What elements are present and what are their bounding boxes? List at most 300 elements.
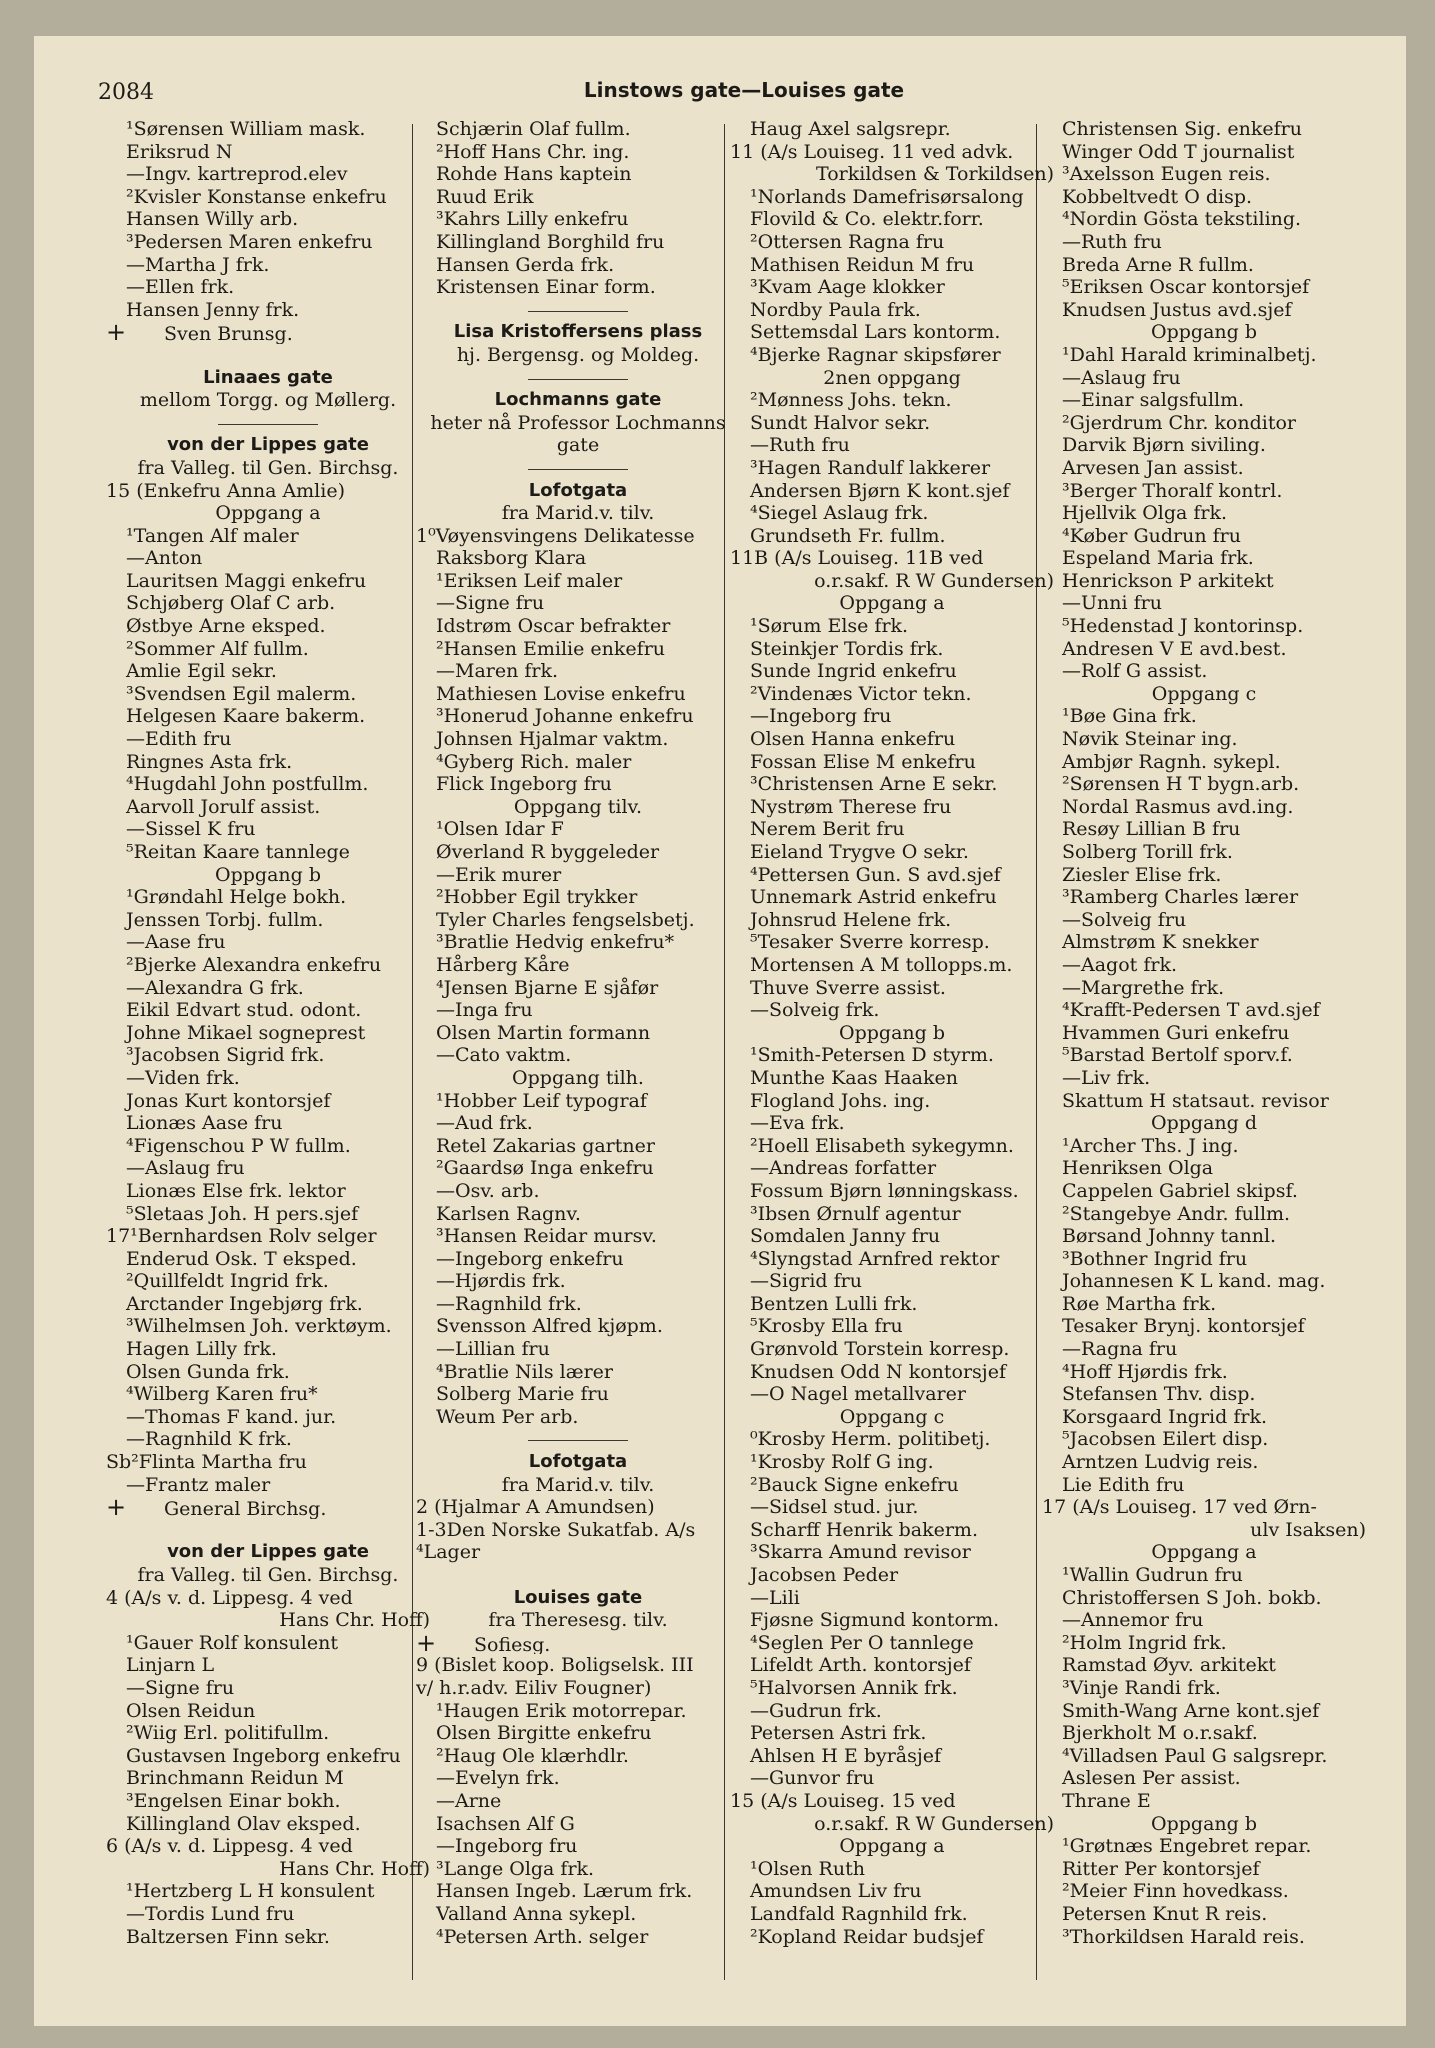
resident-entry: —Maren frk. [436,660,559,683]
resident-entry: Settemsdal Lars kontorm. [750,321,1001,344]
resident-entry: Nystrøm Therese fru [750,795,952,818]
resident-entry: Ringnes Asta frk. [126,750,293,773]
resident-entry: ¹Dahl Harald kriminalbetj. [1062,343,1317,366]
resident-entry: ²Hoell Elisabeth sykegymn. [750,1134,1014,1157]
resident-entry: ⁴Petersen Arth. selger [436,1925,649,1948]
resident-entry: —Arne [436,1789,502,1812]
resident-entry: Petersen Astri frk. [750,1722,927,1745]
resident-entry: Raksborg Klara [436,547,587,570]
section-note: fra Marid.v. tilv. [501,1473,655,1496]
section-note: Oppgang a [839,1835,945,1858]
resident-entry: —Aud frk. [436,1112,533,1135]
resident-entry: Hansen Willy arb. [126,208,299,231]
resident-entry: Winger Odd T journalist [1062,140,1295,163]
resident-entry: Stefansen Thv. disp. [1062,1383,1256,1406]
resident-entry: ⁵Krosby Ella fru [750,1315,903,1338]
directory-column-4 [1042,118,1366,1948]
resident-entry: Knudsen Justus avd.sjef [1062,298,1292,321]
resident-entry: ³Vinje Randi frk. [1062,1676,1221,1699]
resident-entry: Mortensen A M tollopps.m. [750,953,1013,976]
resident-entry: Nordby Paula frk. [750,298,921,321]
resident-entry: ⁵Reitan Kaare tannlege [126,841,350,863]
resident-entry: ¹Olsen Idar F [436,818,564,841]
resident-entry: —Martha J frk. [126,253,270,276]
resident-entry: —Frantz maler [126,1473,271,1496]
resident-entry: ¹Eriksen Leif maler [436,569,623,592]
spacer [106,1519,430,1542]
resident-entry: Karlsen Ragnv. [436,1202,581,1225]
resident-entry: ¹Krosby Rolf G ing. [750,1451,934,1474]
resident-entry: Hårberg Kåre [436,953,570,976]
resident-entry: Retel Zakarias gartner [436,1134,655,1157]
resident-entry: Killingland Olav eksped. [126,1812,361,1835]
resident-entry: Arctander Ingebjørg frk. [126,1292,363,1315]
resident-entry: ²Gjerdrum Chr. konditor [1062,411,1296,434]
resident-entry: ²Ottersen Ragna fru [750,230,945,253]
resident-entry: Olsen Hanna enkefru [750,728,956,751]
resident-entry: Hagen Lilly frk. [126,1338,277,1361]
resident-entry: Ramstad Øyv. arkitekt [1062,1654,1276,1677]
resident-entry: Tesaker Brynj. kontorsjef [1062,1315,1305,1338]
resident-entry: Thrane E [1062,1789,1151,1812]
resident-entry: Lie Edith fru [1062,1473,1185,1496]
resident-entry: Ritter Per kontorsjef [1062,1857,1260,1880]
section-note: Oppgang c [839,1405,945,1428]
resident-entry: Rohde Hans kaptein [436,163,632,186]
resident-entry: —Viden frk. [126,1066,240,1089]
resident-entry: ³Engelsen Einar bokh. [126,1789,341,1812]
resident-entry: —Solveig fru [1062,908,1187,931]
resident-entry: Isachsen Alf G [436,1812,575,1835]
resident-entry: Schjøberg Olaf C arb. [126,592,336,615]
resident-entry: Espeland Maria frk. [1062,547,1254,570]
resident-entry: Johannesen K L kand. mag. [1062,1270,1326,1293]
resident-entry: ³Lange Olga frk. [436,1857,595,1880]
resident-entry: —Thomas F kand. jur. [126,1405,337,1428]
spacer [106,344,430,367]
resident-entry: Lionæs Else frk. lektor [126,1179,346,1202]
resident-entry: —Rolf G assist. [1062,660,1208,683]
resident-entry: Darvik Bjørn siviling. [1062,434,1266,457]
section-note: fra Valleg. til Gen. Birchsg. [137,1564,399,1586]
resident-entry: Jenssen Torbj. fullm. [126,908,324,931]
section-divider [416,367,740,390]
resident-entry: Knudsen Odd N kontorsjef [750,1360,1006,1383]
resident-entry: ³Ibsen Ørnulf agentur [750,1202,961,1225]
street-heading: Lochmanns gate [494,389,662,411]
resident-entry: Olsen Martin formann [436,1021,651,1044]
section-note: Oppgang c [1151,682,1257,705]
resident-entry: ³Kvam Aage klokker [750,276,945,299]
address-entry: 2 (Hjalmar A Amundsen) [416,1496,655,1519]
resident-entry: Skattum H statsaut. revisor [1062,1089,1329,1112]
resident-entry: Bjerkholt M o.r.sakf. [1062,1722,1258,1745]
resident-entry: Linjarn L [126,1654,215,1677]
resident-entry: Johnsen Hjalmar vaktm. [436,728,669,751]
resident-entry: Idstrøm Oscar befrakter [436,615,671,638]
resident-entry: ³Bothner Ingrid fru [1062,1247,1248,1270]
resident-entry: —Gunvor fru [750,1767,875,1790]
section-note: Oppgang b [1151,1812,1257,1835]
section-note: hj. Bergensg. og Moldeg. [456,343,700,366]
address-continuation: Hans Chr. Hoff) [279,1857,430,1880]
section-note: 2nen oppgang [823,366,961,389]
resident-entry: ¹Norlands Damefrisørsalong [750,185,1024,208]
resident-entry: Christensen Sig. enkefru [1062,118,1302,140]
resident-entry: Olsen Reidun [126,1699,256,1722]
resident-entry: Aarvoll Jorulf assist. [126,795,321,818]
address-entry: Sb²Flinta Martha fru [106,1451,307,1474]
resident-entry: ³Hagen Randulf lakkerer [750,456,991,479]
resident-entry: Nerem Berit fru [750,818,905,841]
resident-entry: Almstrøm K snekker [1062,931,1259,954]
resident-entry: Valland Anna sykepl. [436,1902,637,1925]
resident-entry: ⁴Krafft-Pedersen T avd.sjef [1062,999,1320,1022]
resident-entry: ²Hobber Egil trykker [436,886,638,909]
resident-entry: ²Vindenæs Victor tekn. [750,682,972,705]
resident-entry: ⁵Hedenstad J kontorinsp. [1062,615,1304,638]
resident-entry: ³Jacobsen Sigrid frk. [126,1044,325,1067]
resident-entry: —Ingeborg fru [750,705,892,728]
resident-entry: Breda Arne R fullm. [1062,253,1254,276]
street-heading: Lisa Kristoffersens plass [453,321,703,343]
resident-entry: Munthe Kaas Haaken [750,1066,958,1089]
resident-entry: —Signe fru [126,1676,235,1699]
resident-entry: —Signe fru [436,592,545,615]
resident-entry: Kristensen Einar form. [436,276,656,299]
resident-entry: —Ragnhild K frk. [126,1428,292,1451]
resident-entry: Sundt Halvor sekr. [750,411,931,434]
resident-entry: —Annemor fru [1062,1609,1204,1632]
resident-entry: Steinkjer Tordis frk. [750,637,944,660]
cross-street-marker [416,1632,740,1655]
address-entry: v/ h.r.adv. Eiliv Fougner) [416,1676,652,1699]
resident-entry: Eikil Edvart stud. odont. [126,999,362,1022]
resident-entry: Bentzen Lulli frk. [750,1292,918,1315]
address-entry: 1⁰Vøyensvingens Delikatesse [416,524,695,547]
resident-entry: ²Wiig Erl. politifullm. [126,1722,330,1745]
resident-entry: Smith-Wang Arne kont.sjef [1062,1699,1320,1722]
resident-entry: Olsen Birgitte enkefru [436,1722,652,1745]
section-note: gate [556,434,600,457]
resident-entry: Flovild & Co. elektr.forr. [750,208,984,231]
resident-entry: Grundseth Fr. fullm. [750,524,946,547]
resident-entry: —Liv frk. [1062,1066,1151,1089]
resident-entry: Johne Mikael sogneprest [126,1021,366,1044]
resident-entry: ⁴Hoff Hjørdis frk. [1062,1360,1228,1383]
resident-entry: Hansen Jenny frk. [126,298,300,321]
resident-entry: ⁴Wilberg Karen fru* [126,1383,318,1406]
resident-entry: —Sissel K fru [126,818,256,841]
resident-entry: Svensson Alfred kjøpm. [436,1315,663,1338]
resident-entry: ⁵Eriksen Oscar kontorsjef [1062,276,1310,299]
resident-entry: —Inga fru [436,999,533,1022]
resident-entry: ³Axelsson Eugen reis. [1062,163,1271,186]
address-entry: 15 (Enkefru Anna Amlie) [106,479,345,502]
resident-entry: ¹Bøe Gina frk. [1062,705,1197,728]
resident-entry: Olsen Gunda frk. [126,1360,290,1383]
resident-entry: ³Kahrs Lilly enkefru [436,208,629,231]
cross-street-marker [106,321,430,344]
resident-entry: ⁴Figenschou P W fullm. [126,1134,351,1157]
resident-entry: —Aslaug fru [126,1157,245,1180]
resident-entry: Kobbeltvedt O disp. [1062,185,1253,208]
resident-entry: ²Holm Ingrid frk. [1062,1631,1227,1654]
resident-entry: ²Hoff Hans Chr. ing. [436,140,630,163]
resident-entry: ⁴Jensen Bjarne E sjåfør [436,976,659,999]
resident-entry: —Osv. arb. [436,1179,540,1202]
address-continuation: Torkildsen & Torkildsen) [816,163,1054,186]
resident-entry: —Ingv. kartreprod.elev [126,163,348,186]
resident-entry: Weum Per arb. [436,1405,579,1428]
resident-entry: ⁴Seglen Per O tannlege [750,1631,974,1654]
section-divider [416,457,740,480]
resident-entry: Andresen V E avd.best. [1062,637,1287,660]
resident-entry: ²Haug Ole klærhdlr. [436,1744,629,1767]
resident-entry: ¹Hertzberg L H konsulent [126,1880,375,1903]
address-entry: ⁴Lager [416,1541,481,1564]
resident-entry: —Alexandra G frk. [126,976,304,999]
resident-entry: ⁵Sletaas Joh. H pers.sjef [126,1202,359,1225]
resident-entry: Flogland Johs. ing. [750,1089,931,1112]
resident-entry: ²Meier Finn hovedkass. [1062,1880,1289,1903]
resident-entry: Børsand Johnny tannl. [1062,1225,1277,1248]
resident-entry: ⁴Køber Gudrun fru [1062,524,1241,547]
resident-entry: ³Svendsen Egil malerm. [126,682,357,705]
street-heading: Louises gate [513,1586,643,1608]
page-title: Linstows gate—Louises gate [583,78,905,102]
resident-entry: —Aagot frk. [1062,953,1177,976]
address-continuation: Hans Chr. Hoff) [279,1609,430,1632]
resident-entry: Solberg Marie fru [436,1383,609,1406]
resident-entry: ¹Gauer Rolf konsulent [126,1631,338,1654]
resident-entry: —Hjørdis frk. [436,1270,566,1293]
directory-column-2 [416,118,740,1948]
cross-street-name: General Birchsg. [164,1498,327,1519]
street-heading: von der Lippes gate [167,1541,369,1563]
resident-entry: Helgesen Kaare bakerm. [126,705,366,728]
resident-entry: ¹Sørum Else frk. [750,615,909,638]
resident-entry: —Lillian fru [436,1338,550,1361]
resident-entry: —Gudrun frk. [750,1699,882,1722]
resident-entry: Øverland R byggeleder [436,841,660,863]
resident-entry: ²Sørensen H T bygn.arb. [1062,773,1300,796]
resident-entry: Ziesler Elise frk. [1062,863,1222,886]
cross-street-marker [106,1496,430,1519]
resident-entry: ⁵Barstad Bertolf sporv.f. [1062,1044,1293,1067]
resident-entry: ¹Hobber Leif typograf [436,1089,647,1112]
resident-entry: —Ragna fru [1062,1338,1178,1361]
resident-entry: Nøvik Steinar ing. [1062,728,1238,751]
resident-entry: Lionæs Aase fru [126,1112,283,1135]
resident-entry: Brinchmann Reidun M [126,1767,344,1790]
resident-entry: ³Bratlie Hedvig enkefru* [436,931,675,954]
address-entry: 15 (A/s Louiseg. 15 ved [730,1789,956,1812]
address-entry: 17¹Bernhardsen Rolv selger [106,1225,377,1248]
resident-entry: Killingland Borghild fru [436,230,665,253]
resident-entry: Østbye Arne eksped. [126,615,326,638]
section-note: Oppgang tilv. [513,795,643,818]
resident-entry: Gustavsen Ingeborg enkefru [126,1744,401,1767]
resident-entry: Unnemark Astrid enkefru [750,886,997,909]
resident-entry: ⁵Halvorsen Annik frk. [750,1676,958,1699]
resident-entry: ²Bjerke Alexandra enkefru [126,953,382,976]
resident-entry: —Ruth fru [1062,230,1162,253]
resident-entry: ⁴Hugdahl John postfullm. [126,773,369,796]
resident-entry: ⁵Tesaker Sverre korresp. [750,931,990,954]
resident-entry: Christoffersen S Joh. bokb. [1062,1586,1322,1609]
resident-entry: Andersen Bjørn K kont.sjef [750,479,1010,502]
section-note: Oppgang b [1151,321,1257,344]
resident-entry: ²Sommer Alf fullm. [126,637,309,660]
resident-entry: Nordal Rasmus avd.ing. [1062,795,1294,818]
resident-entry: ³Thorkildsen Harald reis. [1062,1925,1305,1948]
cross-street-icon: + [106,321,127,344]
resident-entry: Korsgaard Ingrid frk. [1062,1405,1267,1428]
resident-entry: ¹Archer Ths. J ing. [1062,1134,1239,1157]
directory-column-3 [730,118,1054,1948]
resident-entry: —Aase fru [126,931,226,954]
section-note: mellom Torgg. og Møllerg. [139,389,397,412]
resident-entry: —Ragnhild frk. [436,1292,582,1315]
address-entry: 1-3Den Norske Sukatfab. A/s [416,1518,696,1541]
address-entry: 9 (Bislet koop. Boligselsk. III [416,1654,694,1677]
address-entry: 11 (A/s Louiseg. 11 ved advk. [730,140,1014,163]
address-continuation: o.r.sakf. R W Gundersen) [814,1812,1054,1835]
resident-entry: —Margrethe frk. [1062,976,1225,999]
street-heading: Lofotgata [528,1451,628,1473]
resident-entry: Sunde Ingrid enkefru [750,660,957,683]
resident-entry: ⁴Bjerke Ragnar skipsfører [750,343,1001,366]
street-heading: von der Lippes gate [167,434,369,456]
page-number: 2084 [98,80,154,105]
resident-entry: ³Pedersen Maren enkefru [126,230,373,253]
resident-entry: ³Skarra Amund revisor [750,1541,971,1564]
address-continuation: ulv Isaksen) [1250,1518,1366,1541]
resident-entry: ⁵Jacobsen Eilert disp. [1062,1428,1269,1451]
resident-entry: —Erik murer [436,863,562,886]
section-divider [416,1428,740,1451]
resident-entry: ⁴Pettersen Gun. S avd.sjef [750,863,1001,886]
resident-entry: —Sidsel stud. jur. [750,1496,919,1519]
section-note: Oppgang a [839,592,945,615]
resident-entry: Jonas Kurt kontorsjef [126,1089,331,1112]
resident-entry: ¹Sørensen William mask. [126,118,366,140]
resident-entry: Hvammen Guri enkefru [1062,1021,1290,1044]
section-note: fra Valleg. til Gen. Birchsg. [137,456,399,479]
resident-entry: Solberg Torill frk. [1062,841,1233,863]
resident-entry: —Ingeborg fru [436,1835,578,1858]
resident-entry: Haug Axel salgsrepr. [750,118,951,140]
resident-entry: Grønvold Torstein korresp. [750,1338,1010,1361]
resident-entry: ²Stangebye Andr. fullm. [1062,1202,1291,1225]
resident-entry: ¹Olsen Ruth [750,1857,865,1880]
resident-entry: ¹Tangen Alf maler [126,524,299,547]
resident-entry: —Ellen frk. [126,276,235,299]
cross-street-icon: + [106,1496,127,1519]
resident-entry: Eieland Trygve O sekr. [750,841,969,863]
resident-entry: Ruud Erik [436,185,534,208]
resident-entry: —Ingeborg enkefru [436,1247,624,1270]
resident-entry: Tyler Charles fengselsbetj. [436,908,695,931]
resident-entry: Amlie Egil sekr. [126,660,277,683]
resident-entry: Arntzen Ludvig reis. [1062,1451,1259,1474]
resident-entry: Mathiesen Lovise enkefru [436,682,686,705]
resident-entry: ²Hansen Emilie enkefru [436,637,666,660]
resident-entry: Amundsen Liv fru [750,1880,922,1903]
section-note: Oppgang a [215,502,321,525]
resident-entry: Johnsrud Helene frk. [750,908,952,931]
resident-entry: Jacobsen Peder [750,1564,899,1586]
resident-entry: ⁴Villadsen Paul G salgsrepr. [1062,1744,1328,1767]
resident-entry: Cappelen Gabriel skipsf. [1062,1179,1298,1202]
directory-page [34,36,1406,2026]
resident-entry: —Tordis Lund fru [126,1902,295,1925]
resident-entry: ²Kvisler Konstanse enkefru [126,185,387,208]
resident-entry: ⁴Nordin Gösta tekstiling. [1062,208,1302,231]
resident-entry: —Solveig frk. [750,999,880,1022]
resident-entry: ⁴Siegel Aslaug frk. [750,502,929,525]
resident-entry: ⁴Bratlie Nils lærer [436,1360,613,1383]
resident-entry: —Ruth fru [750,434,850,457]
address-continuation: o.r.sakf. R W Gundersen) [814,569,1054,592]
resident-entry: Ahlsen H E byråsjef [750,1744,942,1767]
section-note: fra Marid.v. tilv. [501,502,655,525]
resident-entry: —Lili [750,1586,800,1609]
address-entry: 6 (A/s v. d. Lippesg. 4 ved [106,1835,353,1858]
resident-entry: —Cato vaktm. [436,1044,572,1067]
spacer [416,1564,740,1587]
resident-entry: ³Christensen Arne E sekr. [750,773,998,796]
resident-entry: ²Gaardsø Inga enkefru [436,1157,654,1180]
resident-entry: Hansen Gerda frk. [436,253,615,276]
resident-entry: Mathisen Reidun M fru [750,253,975,276]
resident-entry: Røe Martha frk. [1062,1292,1217,1315]
resident-entry: —Evelyn frk. [436,1767,560,1790]
address-entry: 17 (A/s Louiseg. 17 ved Ørn- [1042,1496,1317,1519]
resident-entry: Fossum Bjørn lønningskass. [750,1179,1019,1202]
directory-column-1 [106,118,430,1948]
section-note: Oppgang b [215,863,321,886]
resident-entry: ²Kopland Reidar budsjef [750,1925,984,1948]
resident-entry: Resøy Lillian B fru [1062,818,1241,841]
resident-entry: —Sigrid fru [750,1270,862,1293]
resident-entry: ⁰Krosby Herm. politibetj. [750,1428,991,1451]
resident-entry: Lauritsen Maggi enkefru [126,569,367,592]
address-entry: 11B (A/s Louiseg. 11B ved [730,547,984,570]
street-heading: Linaaes gate [203,366,333,388]
resident-entry: —O Nagel metallvarer [750,1383,966,1406]
resident-entry: Ambjør Ragnh. sykepl. [1062,750,1281,773]
resident-entry: Aslesen Per assist. [1062,1767,1241,1790]
resident-entry: Enderud Osk. T eksped. [126,1247,357,1270]
resident-entry: Fossan Elise M enkefru [750,750,976,773]
resident-entry: Henriksen Olga [1062,1157,1214,1180]
section-note: Oppgang b [839,1021,945,1044]
resident-entry: Eriksrud N [126,140,233,163]
resident-entry: Hansen Ingeb. Lærum frk. [436,1880,693,1903]
address-entry: 4 (A/s v. d. Lippesg. 4 ved [106,1586,353,1609]
resident-entry: Flick Ingeborg fru [436,773,612,796]
resident-entry: ²Bauck Signe enkefru [750,1473,959,1496]
resident-entry: ⁴Gyberg Rich. maler [436,750,632,773]
resident-entry: ²Quillfeldt Ingrid frk. [126,1270,329,1293]
street-heading: Lofotgata [528,479,628,501]
section-note: Oppgang d [1151,1112,1257,1135]
section-note: Oppgang tilh. [512,1066,644,1089]
resident-entry: Baltzersen Finn sekr. [126,1925,330,1948]
resident-entry: ¹Haugen Erik motorrepar. [436,1699,687,1722]
